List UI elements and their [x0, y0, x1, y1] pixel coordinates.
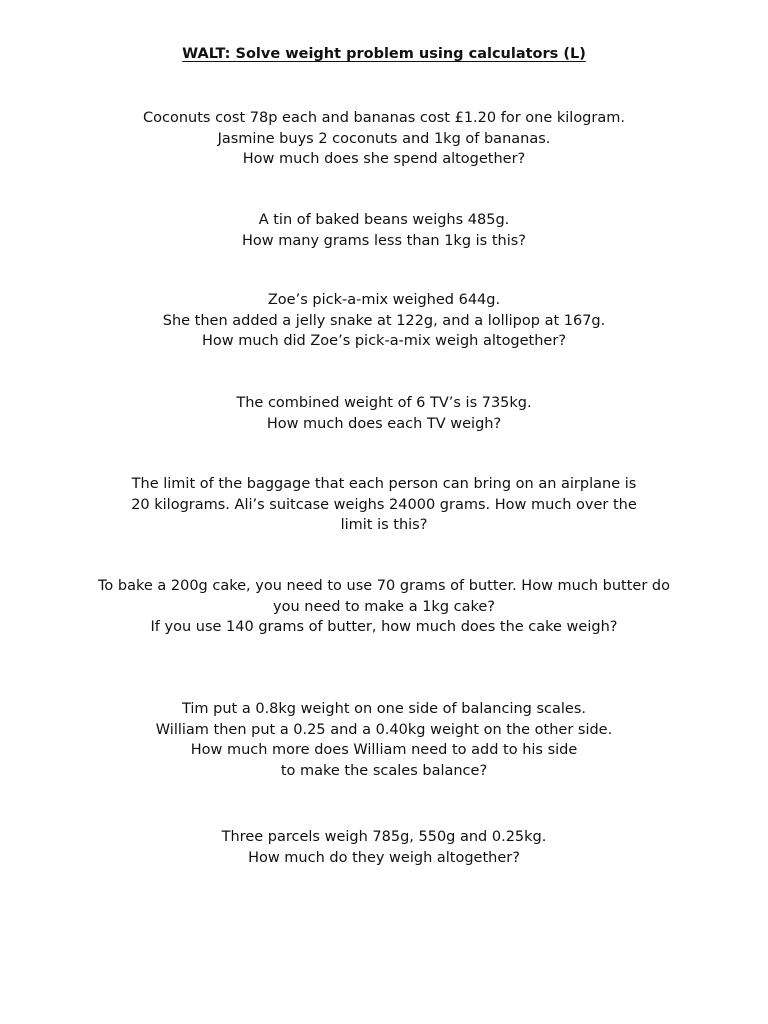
- problem-text-line: Three parcels weigh 785g, 550g and 0.25kg.: [221, 829, 547, 845]
- problem-text-line: How much do they weigh altogether?: [248, 849, 520, 866]
- problem-text-line: Coconuts cost 78p each and bananas cost £1.20 for one kilogram.: [143, 110, 625, 126]
- problem-text-line: Tim put a 0.8kg weight on one side of balancing scales.: [181, 701, 586, 717]
- problem-text-line: Zoe’s pick-a-mix weighed 644g.: [267, 292, 501, 308]
- problem-baked-beans: [40, 210, 728, 251]
- problem-text-line: How much does she spend altogether?: [242, 151, 526, 167]
- problem-text-line: How many grams less than 1kg is this?: [242, 232, 526, 249]
- problem-text-line: Jasmine buys 2 coconuts and 1kg of bananas.: [217, 130, 551, 147]
- problem-text-line: How much does each TV weigh?: [266, 415, 502, 432]
- problem-pick-a-mix: [40, 290, 728, 352]
- problem-parcels: [40, 827, 728, 868]
- problem-coconuts: [40, 108, 728, 170]
- problem-text-line: 20 kilograms. Ali’s suitcase weighs 24000 grams. How much over the: [131, 496, 637, 513]
- problem-text-line: The limit of the baggage that each person can bring on an airplane is: [131, 476, 637, 492]
- problem-text-line: A tin of baked beans weighs 485g.: [258, 212, 510, 228]
- page-title: WALT: Solve weight problem using calculators (L): [182, 46, 586, 62]
- problem-balancing-scales: [40, 699, 728, 781]
- problem-text-line: you need to make a 1kg cake?: [273, 598, 495, 615]
- problem-text-line: How much did Zoe’s pick-a-mix weigh altogether?: [201, 333, 567, 349]
- problem-baggage: [40, 474, 728, 536]
- problem-text-line: To bake a 200g cake, you need to use 70 grams of butter. How much butter do: [98, 578, 670, 594]
- problem-text-line: The combined weight of 6 TV’s is 735kg.: [236, 395, 532, 411]
- problem-text-line: If you use 140 grams of butter, how much does the cake weigh?: [150, 619, 618, 635]
- problem-text-line: to make the scales balance?: [280, 762, 488, 779]
- problem-cake-butter: [40, 576, 728, 638]
- problem-text-line: limit is this?: [340, 517, 428, 533]
- problem-text-line: How much more does William need to add to his side: [190, 742, 578, 758]
- problem-tvs: [40, 393, 728, 434]
- problem-text-line: She then added a jelly snake at 122g, and a lollipop at 167g.: [162, 312, 606, 329]
- problem-text-line: William then put a 0.25 and a 0.40kg weight on the other side.: [155, 721, 613, 738]
